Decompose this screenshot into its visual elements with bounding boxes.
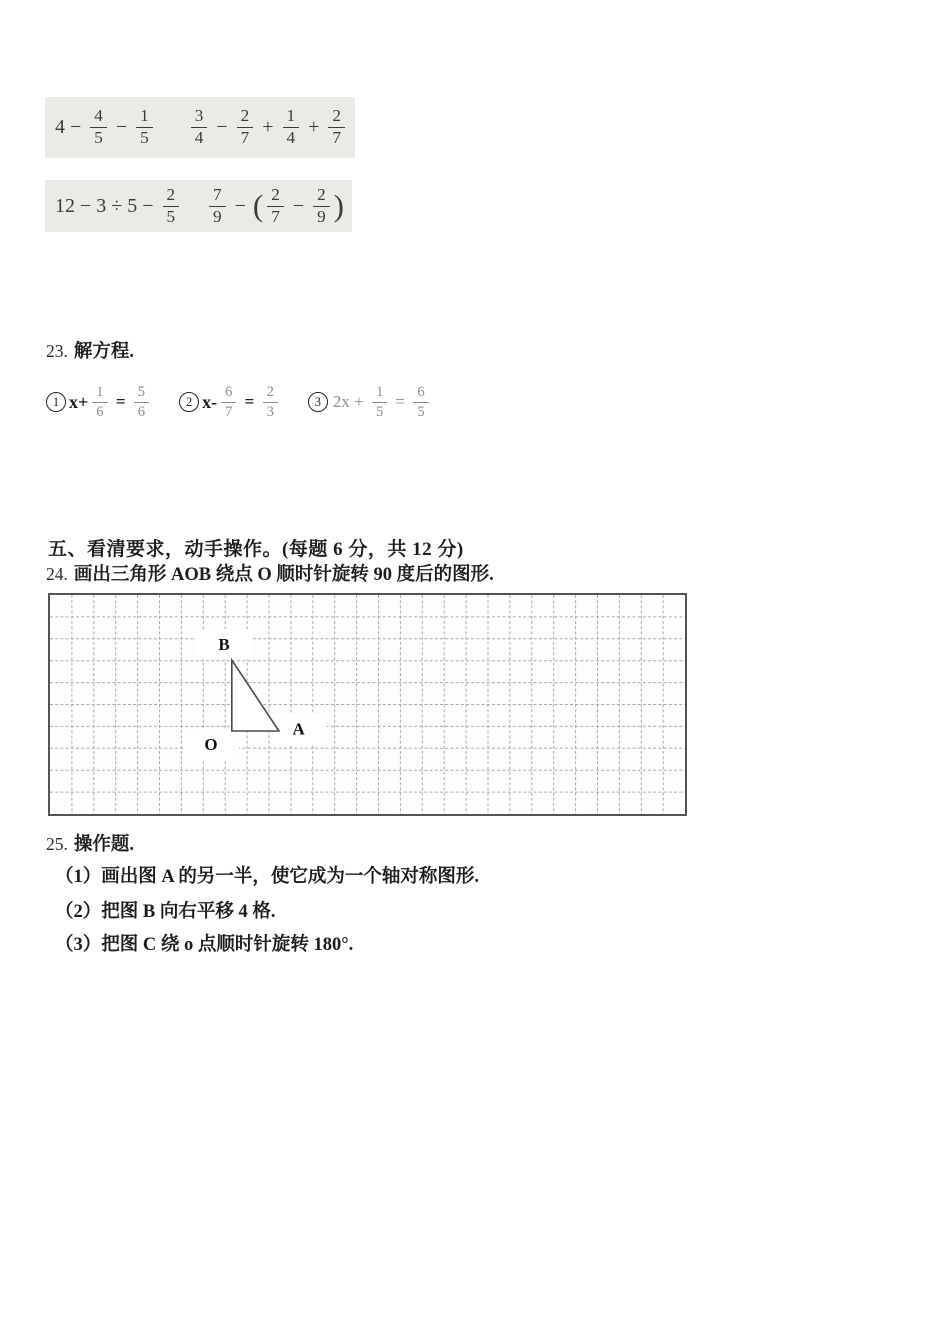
fraction: $\frac{2}{7}$ (237, 107, 254, 148)
fraction: $\frac{3}{4}$ (191, 107, 208, 148)
question-25-item-2: （2）把图 B 向右平移 4 格. (55, 902, 276, 922)
question-25-item-1: （1）画出图 A 的另一半，使它成为一个轴对称图形. (55, 867, 479, 887)
vertex-label-b: B (218, 634, 230, 654)
math-expression-1: 4 − $\frac{4}{5}$ − $\frac{1}{5}$ (55, 107, 155, 148)
equation-row (46, 374, 431, 430)
equation-2-lead: x- (202, 391, 218, 412)
question-23-number: 23. (46, 341, 68, 361)
math-expression-3: 12 − 3 ÷ 5 − $\frac{2}{5}$ (55, 186, 181, 227)
question-24-line (46, 560, 494, 586)
question-23-heading (46, 337, 134, 363)
fraction: $\frac{2}{9}$ (313, 186, 330, 227)
calc-image-box-2 (45, 180, 352, 232)
fraction: $\frac{1}{5}$ (372, 384, 387, 419)
question-25-title: 操作题. (73, 835, 135, 855)
fraction: $\frac{2}{7}$ (328, 107, 345, 148)
question-24-text: 画出三角形 AOB 绕点 O 顺时针旋转 90 度后的图形. (73, 565, 494, 585)
equation-3-body: 2x + $\frac{1}{5}$ = $\frac{6}{5}$ (333, 384, 431, 419)
circled-number-1: 1 (46, 392, 66, 412)
answer-grid (50, 595, 685, 814)
circled-number-3: 3 (308, 392, 328, 412)
answer-grid-frame (48, 593, 687, 816)
fraction: $\frac{1}{5}$ (136, 107, 153, 148)
circled-number-2: 2 (179, 392, 199, 412)
triangle-aob (232, 660, 279, 731)
equation-1 (46, 384, 151, 419)
fraction: $\frac{6}{5}$ (413, 384, 428, 419)
fraction: $\frac{2}{7}$ (267, 186, 284, 227)
fraction: $\frac{7}{9}$ (209, 186, 226, 227)
vertex-label-a: A (292, 719, 305, 739)
math-expression-2: $\frac{3}{4}$ − $\frac{2}{7}$ + $\frac{1}{4}$ + $\frac{2}{7}$ (189, 107, 347, 148)
question-24-number: 24. (46, 564, 68, 584)
fraction: $\frac{5}{6}$ (134, 384, 149, 419)
equation-1-body: $\frac{1}{6}$ = $\frac{5}{6}$ (90, 384, 151, 419)
fraction: $\frac{6}{7}$ (221, 384, 236, 419)
question-23-title: 解方程. (73, 342, 135, 362)
equation-2-body: $\frac{6}{7}$ = $\frac{2}{3}$ (219, 384, 280, 419)
vertex-label-o: O (204, 734, 218, 754)
question-25-heading (46, 830, 134, 856)
fraction: $\frac{2}{5}$ (163, 186, 180, 227)
fraction: $\frac{2}{3}$ (263, 384, 278, 419)
equation-1-lead: x+ (69, 391, 89, 412)
question-25-number: 25. (46, 834, 68, 854)
question-25-item-3: （3）把图 C 绕 o 点顺时针旋转 180°. (55, 935, 354, 955)
equation-2 (179, 384, 280, 419)
equation-3 (308, 384, 431, 419)
section-5-heading: 五、看清要求，动手操作。(每题 6 分，共 12 分) (48, 539, 464, 560)
calc-image-box-1 (45, 97, 355, 158)
fraction: $\frac{1}{4}$ (283, 107, 300, 148)
fraction: $\frac{4}{5}$ (90, 107, 107, 148)
fraction: $\frac{1}{6}$ (92, 384, 107, 419)
math-expression-4: $\frac{7}{9}$ − ( $\frac{2}{7}$ − $\frac{2}{9}$ ) (207, 186, 344, 227)
